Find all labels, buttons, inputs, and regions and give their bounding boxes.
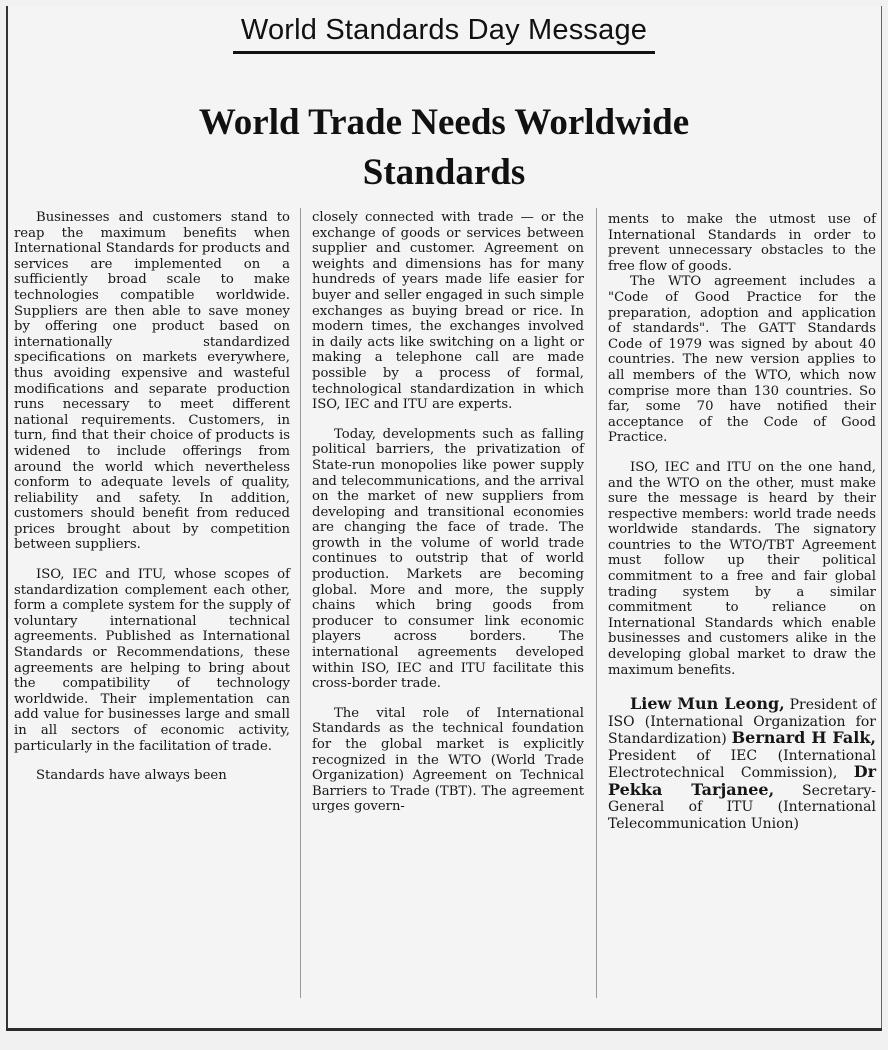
- signatory-role: President of ISO (International Organization for Standardization): [608, 697, 876, 748]
- paragraph: ments to make the utmost use of International Standards in order to prevent unnecessary obstacles to the free flow of goods.: [608, 212, 876, 274]
- bottom-border: [6, 1028, 882, 1031]
- signatory-name: Liew Mun Leong,: [630, 694, 785, 714]
- kicker-title: World Standards Day Message: [233, 14, 655, 54]
- paragraph: closely connected with trade — or the exchange of goods or services between supplier and customer. Agreement on weights and dimensions has for many hundreds of years made life easier for buyer and seller engaged in such simple exchanges as buying bread or rice. In modern times, the exchanges involved in daily acts like switching on a light or making a telephone call are made possible by a process of formal, technological standardization in which ISO, IEC and ITU are experts.: [312, 210, 584, 413]
- column-divider: [596, 208, 597, 998]
- kicker-container: [0, 14, 888, 54]
- signatories-block: [608, 696, 876, 832]
- paragraph: The WTO agreement includes a "Code of Good Practice for the preparation, adoption and application of standards". The GATT Standards Code of 1979 was signed by about 40 countries. The new version applies to all members of the WTO, which now comprise more than 130 countries. So far, some 70 have notified their acceptance of the Code of Good Practice.: [608, 274, 876, 446]
- headline-line-1: World Trade Needs Worldwide: [198, 102, 690, 143]
- article-column-2: [312, 210, 584, 815]
- signatory-role: President of IEC (International Electrotechnical Commission),: [608, 747, 876, 782]
- paragraph: ISO, IEC and ITU on the one hand, and the WTO on the other, must make sure the message is heard by their respective members: world trade needs worldwide standards. The signatory countries to the WTO/TBT Agreement must follow up their political commitment to a free and fair global trading system by a similar commitment to reliance on International Standards which enable businesses and customers alike in the developing global market to draw the maximum benefits.: [608, 459, 876, 678]
- paragraph: Standards have always been: [36, 768, 227, 784]
- paragraph: The vital role of International Standards as the technical foundation for the global market is explicitly recognized in the WTO (World Trade Organization) Agreement on Technical Barriers to Trade (TBT). The agreement urges govern-: [312, 705, 584, 815]
- signatory-name: Dr Pekka Tarjanee,: [608, 762, 876, 799]
- paragraph: Businesses and customers stand to reap the maximum benefits when International Standards for products and services are implemented on a sufficiently broad scale to make technologies compatible worldwide. Suppliers are then able to save money by offering one product based on internationally standardized specifications on markets everywhere, thus avoiding expensive and wasteful modifications and separate production runs necessary to meet different national requirements. Customers, in turn, find that their choice of products is widened to include offerings from around the world which nevertheless conform to adequate levels of quality, reliability and safety. In addition, customers should benefit from reduced prices brought about by competition between suppliers.: [14, 210, 290, 553]
- column-divider: [300, 208, 301, 998]
- paragraph: Today, developments such as falling political barriers, the privatization of State-run monopolies like power supply and telecommunications, and the arrival on the market of new suppliers from developing and transitional economies are changing the face of trade. The growth in the volume of world trade continues to outstrip that of world production. Markets are becoming global. More and more, the supply chains which bring goods from producer to consumer link economic players across borders. The international agreements developed within ISO, IEC and ITU facilitate this cross-border trade.: [312, 426, 584, 692]
- headline-line-2: Standards: [362, 152, 526, 193]
- signatory-role: Secretary-General of ITU (International Telecommunication Union): [608, 782, 877, 832]
- signatory-name: Bernard H Falk,: [731, 728, 876, 748]
- headline: [100, 98, 788, 198]
- article-column-1: [14, 210, 290, 784]
- paragraph: ISO, IEC and ITU, whose scopes of standardization complement each other, form a complete system for the supply of voluntary international technical agreements. Published as International Standards or Recommendations, these agreements are helping to bring about the compatibility of technology worldwide. Their implementation can add value for businesses large and small in all sectors of economic activity, particularly in the facilitation of trade.: [14, 567, 290, 754]
- article-column-3: [608, 212, 876, 832]
